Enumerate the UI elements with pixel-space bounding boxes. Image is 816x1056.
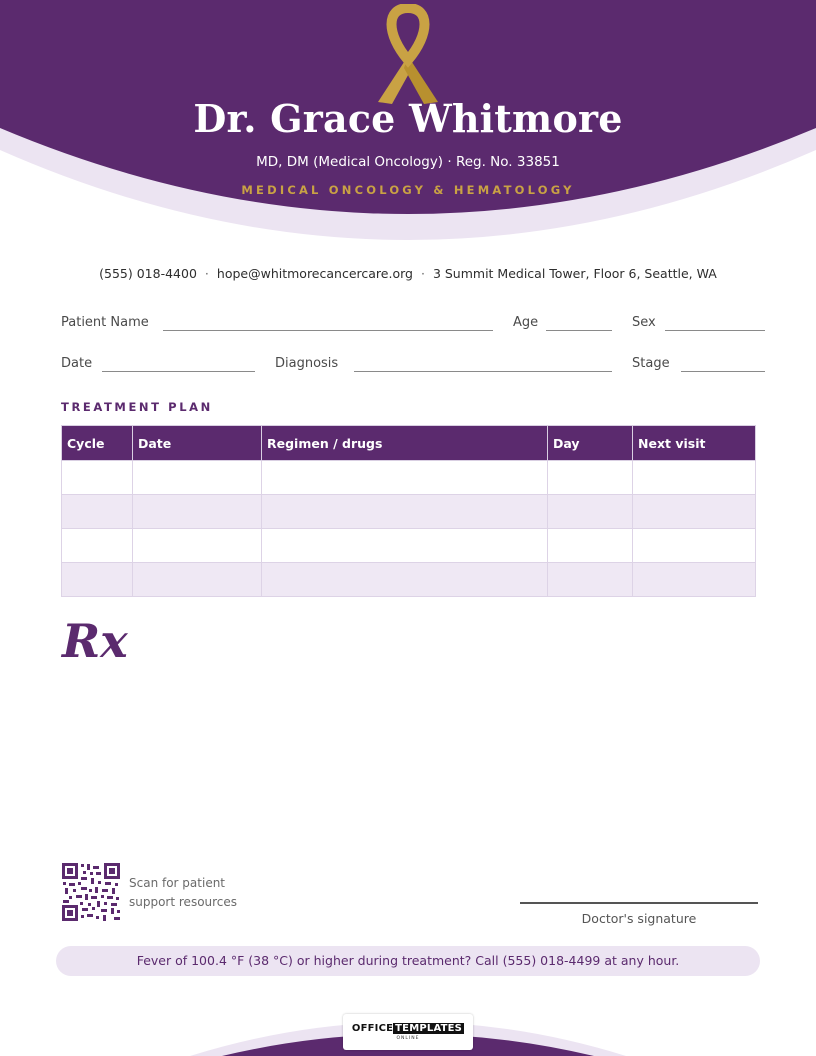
table-row [62,461,756,495]
table-cell[interactable] [62,563,133,597]
doctor-credentials: MD, DM (Medical Oncology) · Reg. No. 33851 [256,154,560,170]
table-cell[interactable] [633,495,756,529]
table-cell[interactable] [262,461,548,495]
table-cell[interactable] [633,529,756,563]
rx-symbol: Rx [62,614,128,668]
treatment-plan-title: TREATMENT PLAN [61,400,213,414]
sex-field[interactable] [665,330,765,331]
contact-phone: (555) 018-4400 [99,266,197,281]
contact-separator: · [420,266,425,281]
treatment-plan-table [61,425,756,597]
watermark-word: TEMPLATES [395,1023,463,1034]
sex-label: Sex [632,315,656,330]
table-cell[interactable] [262,495,548,529]
date-label: Date [61,356,93,371]
table-cell[interactable] [633,461,756,495]
column-header-day: Day [548,426,633,461]
patient-name-field[interactable] [163,330,493,331]
qr-caption-line: Scan for patient [129,876,226,890]
table-row [62,529,756,563]
watermark-subtext: ONLINE [396,1036,420,1041]
stage-field[interactable] [681,371,765,372]
table-cell[interactable] [133,461,262,495]
stage-label: Stage [632,356,670,371]
age-field[interactable] [546,330,612,331]
table-cell[interactable] [62,495,133,529]
date-field[interactable] [102,371,255,372]
table-header-row [62,426,756,461]
watermark-word: OFFICE [351,1023,394,1034]
table-row [62,495,756,529]
table-cell[interactable] [62,529,133,563]
column-header-cycle: Cycle [62,426,133,461]
doctor-specialty: MEDICAL ONCOLOGY & HEMATOLOGY [241,183,575,197]
table-cell[interactable] [548,461,633,495]
contact-separator: · [204,266,209,281]
patient-name-label: Patient Name [61,315,149,330]
watermark-text [343,1023,473,1034]
table-cell[interactable] [548,495,633,529]
table-cell[interactable] [262,529,548,563]
signature-line[interactable] [520,902,758,904]
column-header-next-visit: Next visit [633,426,756,461]
contact-info [0,266,816,281]
signature-label: Doctor's signature [581,911,697,926]
table-cell[interactable] [133,529,262,563]
table-cell[interactable] [133,563,262,597]
age-label: Age [513,315,539,330]
awareness-ribbon-icon [372,4,444,106]
table-cell[interactable] [262,563,548,597]
column-header-date: Date [133,426,262,461]
table-cell[interactable] [548,563,633,597]
table-row [62,563,756,597]
fever-notice: Fever of 100.4 °F (38 °C) or higher during treatment? Call (555) 018-4499 at any hour. [56,946,760,976]
table-cell[interactable] [548,529,633,563]
diagnosis-field[interactable] [354,371,612,372]
contact-email: hope@whitmorecancercare.org [216,266,413,281]
qr-caption [129,874,237,912]
table-cell[interactable] [62,461,133,495]
qr-caption-line: support resources [129,895,238,909]
contact-address: 3 Summit Medical Tower, Floor 6, Seattle, WA [432,266,717,281]
qr-code-icon[interactable] [61,862,121,922]
table-cell[interactable] [133,495,262,529]
diagnosis-label: Diagnosis [275,356,339,371]
column-header-regimen: Regimen / drugs [262,426,548,461]
doctor-name: Dr. Grace Whitmore [193,96,623,141]
watermark-logo [343,1014,473,1050]
table-cell[interactable] [633,563,756,597]
